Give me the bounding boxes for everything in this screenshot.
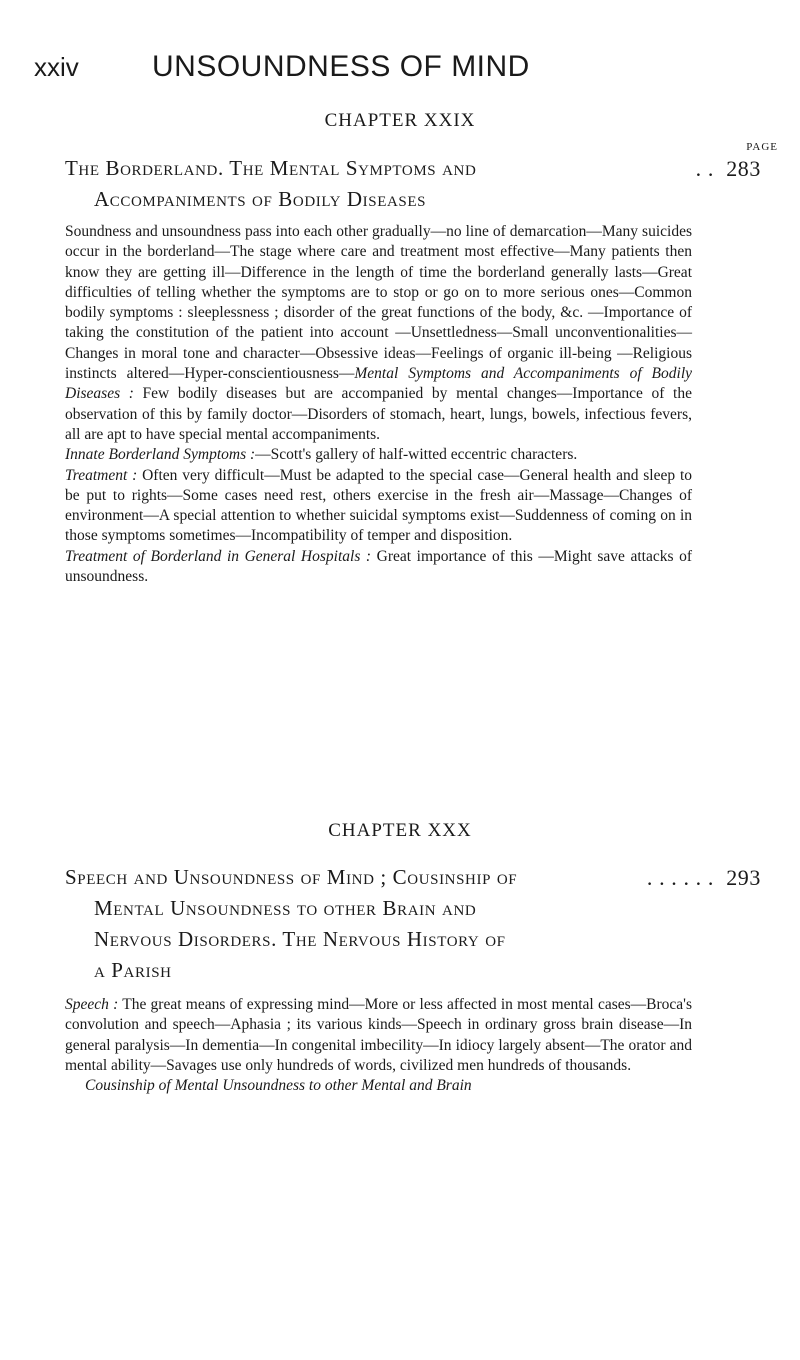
chapter-29-heading-line2-text: Accompaniments of Bodily Diseases [94, 187, 427, 211]
chapter-30-summary [65, 995, 692, 1096]
chapter-29-para-3 [65, 466, 692, 547]
running-head-title: UNSOUNDNESS OF MIND [152, 50, 530, 83]
para-text: The great means of expressing mind—More or less affected in most mental cases—Broca's convolution and speech—Aphasia ; its various kinds—Speech in ordinary gross brain disease—In general paralysis—In dementia—In congenital imbecility—In idiocy largely absent—The orator and mental ability—Savages use only hundreds of words, civilized men hundreds of thousands. [65, 996, 692, 1074]
chapter-30-page-ref [647, 862, 761, 893]
chapter-30-heading-line2: Mental Unsoundness to other Brain and [94, 896, 477, 920]
para-text: —Scott's gallery of half-witted eccentric characters. [255, 446, 578, 464]
chapter-30-leader: . . . . . . [646, 865, 714, 890]
chapter-30-para-2 [65, 1076, 692, 1096]
chapter-30-heading-line3: Nervous Disorders. The Nervous History of [94, 927, 506, 951]
chapter-29-leader: . . [695, 156, 714, 181]
para-text: Few bodily diseases but are accompanied by mental changes—Importance of the observation of this by family doctor—Disorders of stomach, heart, lungs, bowels, infectious fevers, all are apt to have special mental accompaniments. [65, 385, 692, 443]
para-text: Great importance of this —Might save attacks of unsoundness. [65, 547, 692, 586]
chapter-29-page: 283 [726, 156, 761, 181]
chapter-30-heading-line4-text: a Parish [94, 958, 172, 982]
para-italic: Speech : [65, 996, 119, 1013]
chapter-29-heading [65, 153, 761, 215]
chapter-29-heading-line1: The Borderland. The Mental Symptoms and [65, 156, 477, 180]
page-number: xxiv [34, 52, 79, 82]
para-italic: Cousinship of Mental Unsoundness to other Mental and Brain [85, 1077, 472, 1095]
chapter-29-para-4 [65, 547, 692, 588]
chapter-30-title: CHAPTER XXX [328, 820, 472, 841]
page-column-label: PAGE [746, 141, 778, 153]
para-italic: Mental Symptoms and Accompaniments of Bodily Diseases : [65, 365, 693, 403]
chapter-29-page-ref [696, 153, 761, 184]
chapter-30-heading-line1: Speech and Unsoundness of Mind ; Cousinship of [65, 865, 518, 889]
para-italic: Innate Borderland Symptoms : [65, 446, 256, 464]
para-text: Soundness and unsoundness pass into each other gradually—no line of demarcation—Many suicides occur in the borderland—The stage where care and treatment most effective—Many patients then know they are getting ill—Difference in the length of time the borderland generally lasts—Great difficulties of telling whether the symptoms are to stop or go on to more serious ones—Common bodily symptoms : sleeplessness ; disorder of the great functions of the body, &c. —Importance of taking the constitution of the patient into account —Unsettledness—Small unconventionalities—Changes in moral tone and character—Obsessive ideas—Feelings of organic ill-being —Religious instincts altered—Hyper-conscientiousness— [65, 223, 692, 383]
running-header [34, 50, 774, 90]
chapter-29-para-1 [65, 222, 692, 445]
chapter-30-page: 293 [726, 865, 761, 890]
chapter-30-para-1 [65, 995, 692, 1076]
chapter-30-heading [65, 862, 761, 986]
chapter-29-para-2 [65, 445, 692, 465]
para-italic: Treatment of Borderland in General Hospitals : [65, 547, 372, 565]
chapter-29-title: CHAPTER XXIX [324, 110, 476, 131]
chapter-29-summary [65, 222, 692, 587]
para-italic: Treatment : [65, 466, 138, 484]
para-text: Often very difficult—Must be adapted to the special case—General health and sleep to be put to rights—Some cases need rest, others exercise in the fresh air—Massage—Changes of environment—A special attention to whether suicidal symptoms exist—Suddenness of coming on in those symptoms sometimes—Incompatibility of temper and disposition. [65, 466, 692, 545]
